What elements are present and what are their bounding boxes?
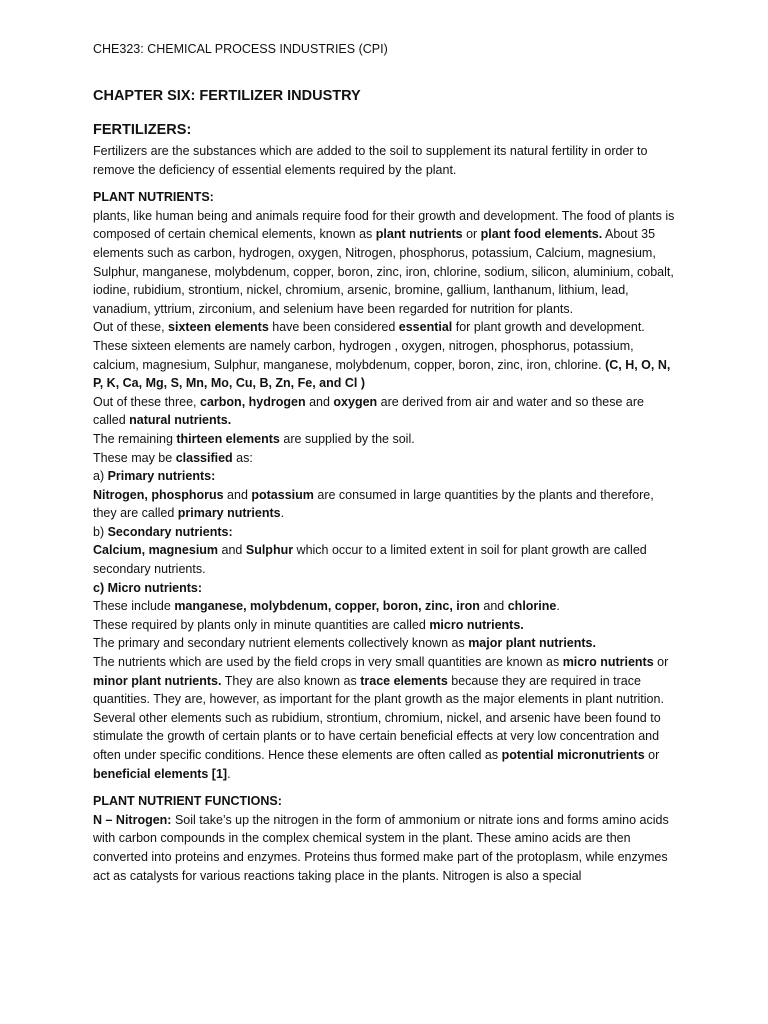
major-nutrients-line: The primary and secondary nutrient elements collectively known as major plant nutrients. <box>93 636 596 651</box>
primary-nutrients-text: Nitrogen, phosphorus and potassium are consumed in large quantities by the plants and therefore, they are called primary nutrients. <box>93 487 654 521</box>
classified-line: These may be classified as: <box>93 450 253 465</box>
trace-elements-paragraph: The nutrients which are used by the field crops in very small quantities are known as micro nutrients or minor plant nutrients. They are also known as trace elements because they are required in trace quantities. They are, however, as important for the plant growth as the major elements in plant nutrition. Several other elements such as rubidium, strontium, chromium, nickel, and arsenic have been found to stimulate the growth of certain plants or to have certain beneficial effects at very low concentration and often under specific conditions. Hence these elements are often called as potential micronutrients or beneficial elements [1]. <box>93 655 669 781</box>
secondary-nutrients-text: Calcium, magnesium and Sulphur which occur to a limited extent in soil for plant growth are called secondary nutrients. <box>93 543 647 577</box>
plant-nutrients-paragraph-1: plants, like human being and animals require food for their growth and development. The food of plants is composed of certain chemical elements, known as plant nutrients or plant food elements. About 35 elements such as carbon, hydrogen, oxygen, Nitrogen, phosphorus, potassium, Calcium, magnesium, Sulphur, manganese, molybdenum, copper, boron, zinc, iron, chlorine, sodium, silicon, aluminium, cobalt, iodine, rubidium, strontium, nickel, chromium, arsenic, bromine, gallium, lanthanum, lithium, lead, vanadium, yttrium, zirconium, and selenium have been regarded for nutrition for plants. <box>93 208 675 316</box>
primary-nutrients-label: a) Primary nutrients: <box>93 469 216 484</box>
natural-nutrients-paragraph: Out of these three, carbon, hydrogen and oxygen are derived from air and water and so these are called natural nutrients. <box>93 394 644 428</box>
micro-nutrients-label: c) Micro nutrients: <box>93 580 203 595</box>
micro-nutrients-definition: These required by plants only in minute quantities are called micro nutrients. <box>93 617 524 632</box>
plant-nutrients-heading: PLANT NUTRIENTS: <box>93 190 214 205</box>
chapter-title: CHAPTER SIX: FERTILIZER INDUSTRY <box>93 88 361 104</box>
secondary-nutrients-label: b) Secondary nutrients: <box>93 524 233 539</box>
fertilizers-definition: Fertilizers are the substances which are added to the soil to supplement its natural fertility in order to remove the deficiency of essential elements required by the plant. <box>93 144 648 177</box>
functions-heading: PLANT NUTRIENT FUNCTIONS: <box>93 794 282 809</box>
nitrogen-function-paragraph: N – Nitrogen: Soil take’s up the nitrogen in the form of ammonium or nitrate ions and forms amino acids with carbon compounds in the complex chemical system in the plant. These amino acids are then converted into proteins and enzymes. Proteins thus formed make part of the protoplasm, while enzymes act as catalysts for various reactions taking place in the plants. Nitrogen is also a special <box>93 812 669 883</box>
micro-nutrients-text: These include manganese, molybdenum, copper, boron, zinc, iron and chlorine. <box>93 599 560 614</box>
page-header: CHE323: CHEMICAL PROCESS INDUSTRIES (CPI) <box>93 42 388 56</box>
thirteen-elements-line: The remaining thirteen elements are supplied by the soil. <box>93 431 415 446</box>
essential-elements-paragraph: Out of these, sixteen elements have been considered essential for plant growth and development. These sixteen elements are namely carbon, hydrogen , oxygen, nitrogen, phosphorus, potassium, calcium, magnesium, Sulphur, manganese, molybdenum, copper, boron, zinc, iron, chlorine. (C, H, O, N, P, K, Ca, Mg, S, Mn, Mo, Cu, B, Zn, Fe, and Cl ) <box>93 320 671 391</box>
fertilizers-heading: FERTILIZERS: <box>93 122 192 138</box>
